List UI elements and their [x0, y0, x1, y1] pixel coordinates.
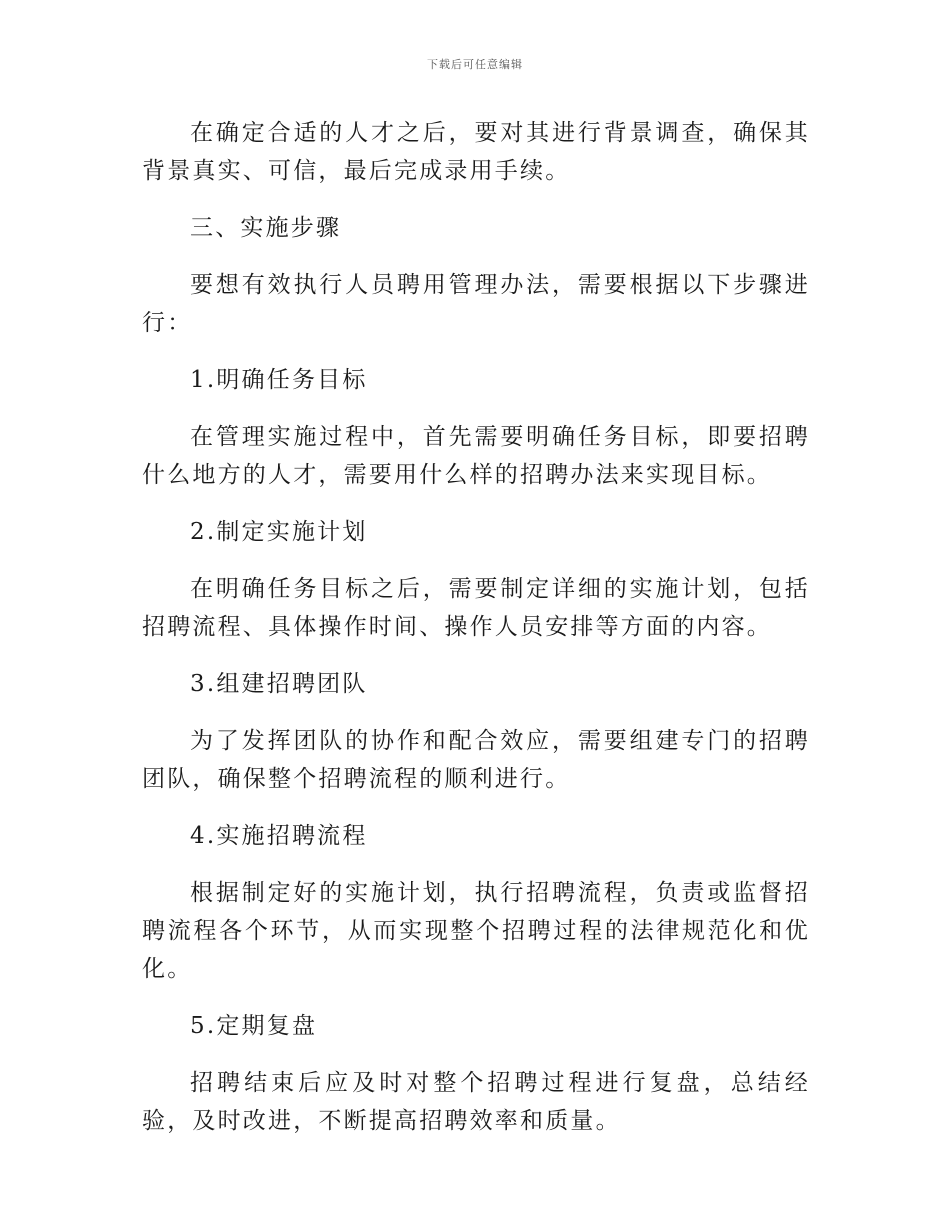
- page-header: 下载后可任意编辑: [427, 58, 523, 71]
- paragraph-step-1: 在管理实施过程中，首先需要明确任务目标，即要招聘什么地方的人才，需要用什么样的招聘办法来实现目标。: [142, 424, 810, 488]
- paragraph-steps-intro: 要想有效执行人员聘用管理办法，需要根据以下步骤进行：: [142, 272, 810, 336]
- paragraph-step-4: 根据制定好的实施计划，执行招聘流程，负责或监督招聘流程各个环节，从而实现整个招聘过程的法律规范化和优化。: [142, 880, 810, 982]
- section-heading-implementation-steps: 三、实施步骤: [190, 215, 342, 241]
- paragraph-step-2: 在明确任务目标之后，需要制定详细的实施计划，包括招聘流程、具体操作时间、操作人员安排等方面的内容。: [142, 576, 810, 640]
- step-heading-2: 2.制定实施计划: [190, 519, 368, 545]
- step-heading-4: 4.实施招聘流程: [190, 823, 368, 849]
- step-heading-5: 5.定期复盘: [190, 1013, 318, 1039]
- document-body: [142, 114, 810, 1159]
- paragraph-background-check: 在确定合适的人才之后，要对其进行背景调查，确保其背景真实、可信，最后完成录用手续。: [142, 120, 810, 184]
- paragraph-step-3: 为了发挥团队的协作和配合效应，需要组建专门的招聘团队，确保整个招聘流程的顺利进行。: [142, 728, 810, 792]
- step-heading-1: 1.明确任务目标: [190, 367, 368, 393]
- paragraph-step-5: 招聘结束后应及时对整个招聘过程进行复盘，总结经验，及时改进，不断提高招聘效率和质量。: [142, 1070, 810, 1134]
- step-heading-3: 3.组建招聘团队: [190, 671, 368, 697]
